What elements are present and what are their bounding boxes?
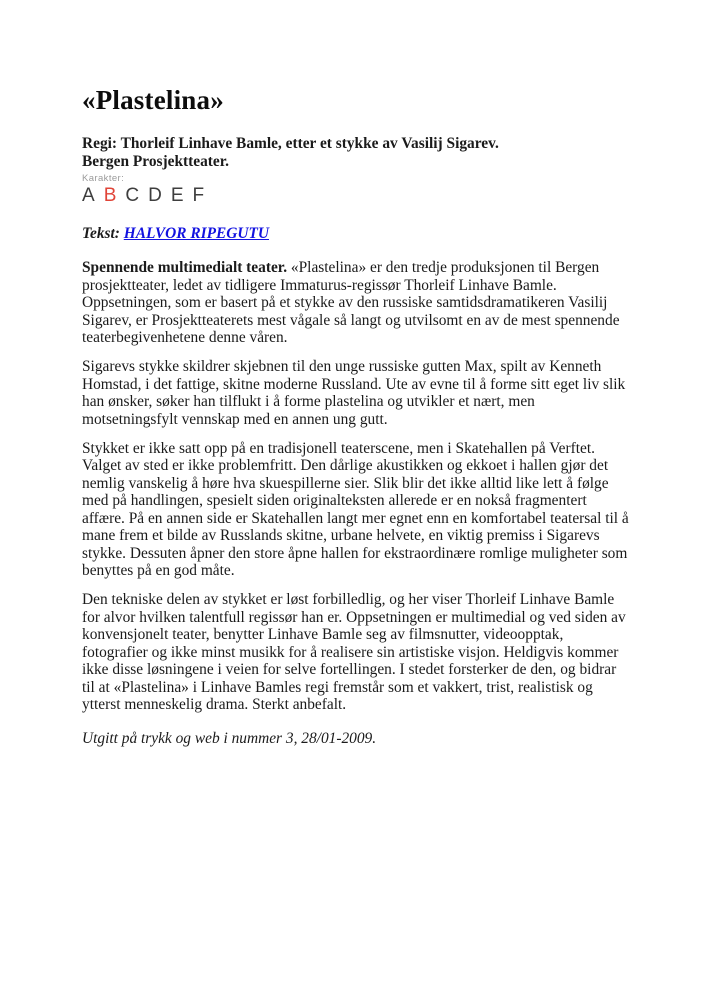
byline [82,135,631,171]
grade-letter: D [148,185,162,206]
paragraph-text: «Plastelina» er den tredje produksjonen til Bergen prosjektteater, ledet av tidligere Immaturus-regissør Thorleif Linhave Bamle. Oppsetningen, som er basert på et stykke av den russiske samtidsdramatikeren Vasilij Sigarev, er Prosjektteaterets mest vågale så langt og utvilsomt en av de mest spennende teaterbegivenhetene denne våren. [82,259,620,346]
grade-letter: C [125,185,140,206]
rating-label: Karakter: [82,173,125,184]
rating-widget [82,173,631,207]
paragraph-text: Den tekniske delen av stykket er løst forbilledlig, og her viser Thorleif Linhave Bamle for alvor hvilken talentfull regissør han er. Oppsetningen er multimedial og ved siden av konvensjonelt teater, benytter Linhave Bamle seg av filmsnutter, videoopptak, fotografier og ikke minst musikk for å realisere sin artistiske visjon. Heldigvis kommer ikke disse løsningene i veien for selve fortellingen. I stedet forsterker de den, og bidrar til at «Plastelina» i Linhave Bamles regi fremstår som et vakkert, trist, realistisk og ytterst menneskelig drama. Sterkt anbefalt. [82,591,626,713]
paragraph [82,591,631,714]
grade-letter: B [103,185,117,206]
paragraph-text: Stykket er ikke satt opp på en tradisjonell teaterscene, men i Skatehallen på Verftet. Valget av sted er ikke problemfritt. Den dårlige akustikken og ekkoet i hallen gjør det nemlig vanskelig å høre hva skuespillerne sier. Slik blir det ikke alltid like lett å følge med på handlingen, spesielt siden originalteksten allerede er en nokså fragmentert affære. På en annen side er Skatehallen langt mer egnet enn en komfortabel teatersal til å mane frem et bilde av Russlands skitne, urbane helvete, en viktig premiss i Sigarevs stykke. Dessuten åpner den store åpne hallen for ekstraordinære romlige muligheter som benyttes på en god måte. [82,439,629,579]
grade-letter: A [82,185,95,206]
byline-theater: Bergen Prosjektteater. [82,153,230,170]
paragraph [82,440,631,580]
credit-line [82,225,631,243]
byline-director: Regi: Thorleif Linhave Bamle, etter et stykke av Vasilij Sigarev. [82,135,499,152]
paragraph-text: Sigarevs stykke skildrer skjebnen til den unge russiske gutten Max, spilt av Kenneth Homstad, i det fattige, skitne moderne Russland. Ute av evne til å forme sitt eget liv slik han ønsker, søker han tilflukt i å forme plastelina og utvikler et nært, men motsetningsfylt vennskap med en annen ung gutt. [82,358,626,428]
paragraph-lead: Spennende multimedialt teater. [82,259,288,276]
paragraph [82,358,631,428]
credit-label: Tekst: [82,225,120,242]
author-link[interactable]: HALVOR RIPEGUTU [123,225,269,242]
paragraph [82,259,631,347]
publication-note: Utgitt på trykk og web i nummer 3, 28/01-2009. [82,729,377,747]
page-title: «Plastelina» [82,85,224,115]
grade-scale [82,185,631,207]
grade-letter: E [170,185,184,206]
grade-letter: F [192,185,205,206]
